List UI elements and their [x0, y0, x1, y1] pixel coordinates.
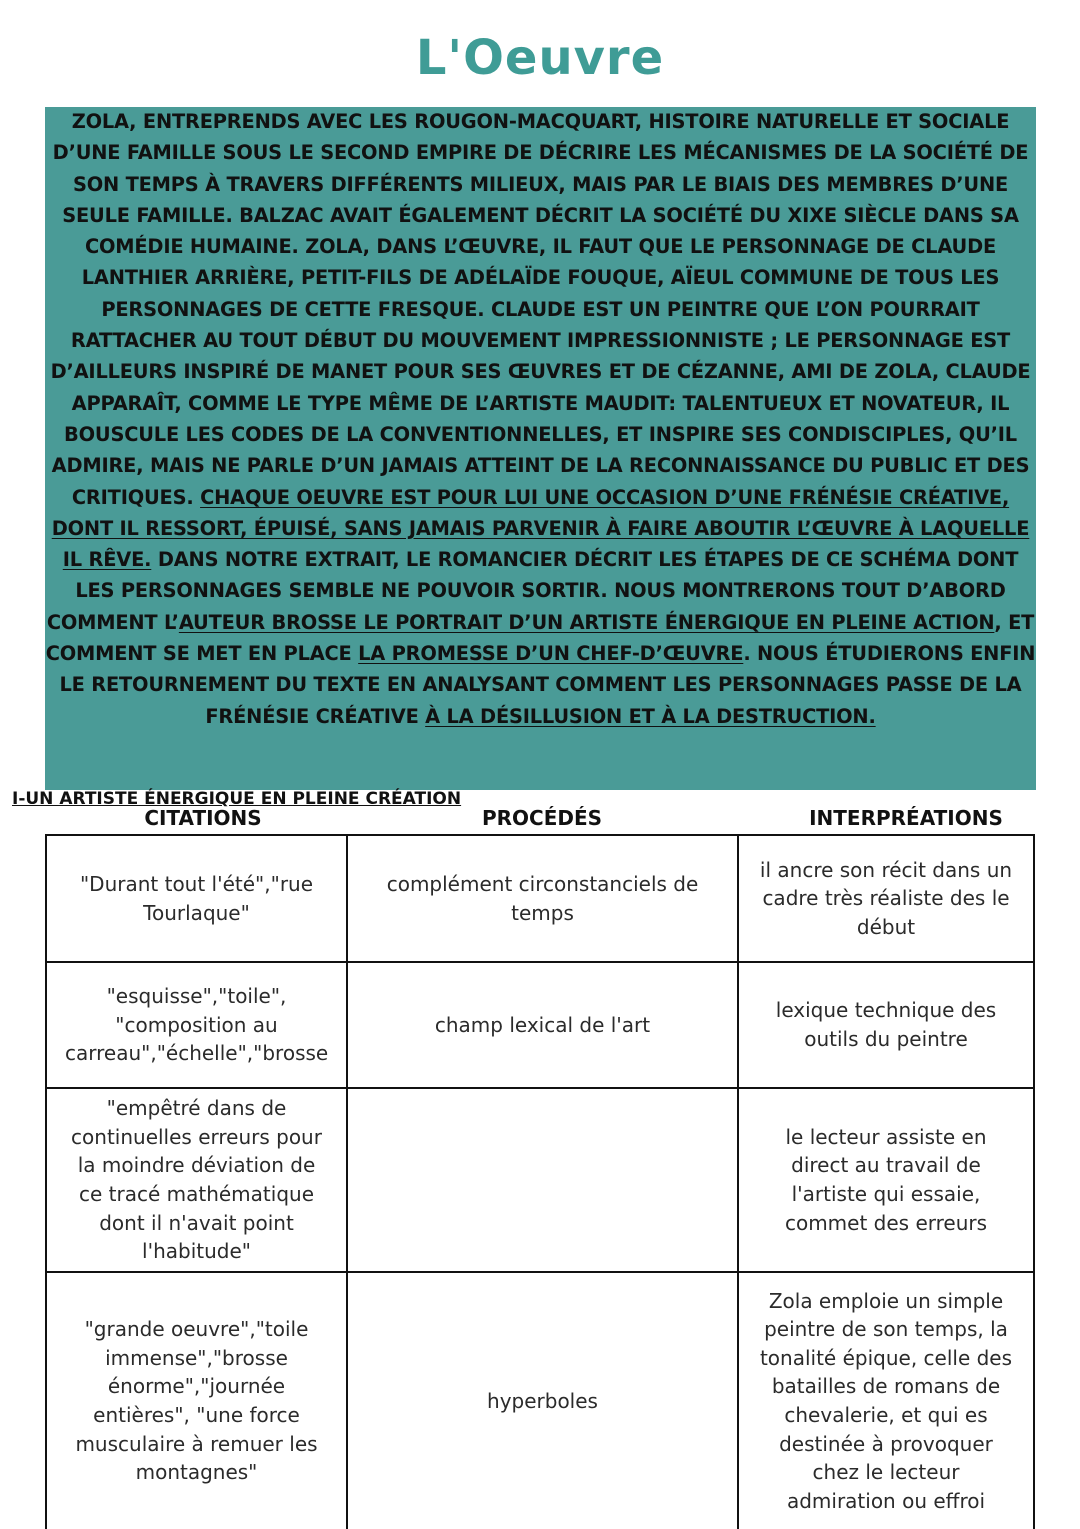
intro-segment: , ET COMMENT SE MET EN PLACE — [45, 610, 1035, 666]
procede-cell — [347, 1088, 738, 1272]
intro-segment-underlined: LA PROMESSE D’UN CHEF-D’ŒUVRE — [358, 642, 744, 666]
column-header-interpretations: INTERPRÉATIONS — [809, 806, 1003, 830]
interpretation-cell: Zola emploie un simple peintre de son temps, la tonalité épique, celle des batailles de romans de chevalerie, et qui es destinée à provoquer chez le lecteur admiration ou effroi — [738, 1272, 1034, 1529]
intro-segment-underlined: À LA DÉSILLUSION ET À LA DESTRUCTION. — [425, 704, 876, 728]
interpretation-cell: lexique technique des outils du peintre — [738, 962, 1034, 1088]
citation-cell: "grande oeuvre","toile immense","brosse énorme","journée entières", "une force musculaire à remuer les montagnes" — [46, 1272, 347, 1529]
column-header-procedes: PROCÉDÉS — [481, 806, 603, 830]
intro-segment-underlined: CHAQUE OEUVRE EST POUR LUI UNE OCCASION D’UNE FRÉNÉSIE CRÉATIVE, DONT IL RESSORT, ÉPUISÉ, SANS JAMAIS PARVENIR À FAIRE ABOUTIR L’ŒUVRE À LAQUELLE IL RÊVE. — [51, 485, 1030, 572]
table-row — [46, 1088, 1034, 1272]
interpretation-cell: le lecteur assiste en direct au travail de l'artiste qui essaie, commet des erreurs — [738, 1088, 1034, 1272]
interpretation-cell: il ancre son récit dans un cadre très réaliste des le début — [738, 835, 1034, 962]
intro-segment: ZOLA, ENTREPRENDS AVEC LES ROUGON-MACQUART, HISTOIRE NATURELLE ET SOCIALE D’UNE FAMILLE SOUS LE SECOND EMPIRE DE DÉCRIRE LES MÉCANISMES DE LA SOCIÉTÉ DE SON TEMPS À TRAVERS DIFFÉRENTS MILIEUX, MAIS PAR LE BIAIS DES MEMBRES D’UNE SEULE FAMILLE. BALZAC AVAIT ÉGALEMENT DÉCRIT LA SOCIÉTÉ DU XIXE SIÈCLE DANS SA COMÉDIE HUMAINE. ZOLA, DANS L’ŒUVRE, IL FAUT QUE LE PERSONNAGE DE CLAUDE LANTHIER ARRIÈRE, PETIT-FILS DE ADÉLAÏDE FOUQUE, AÏEUL COMMUNE DE TOUS LES PERSONNAGES DE CETTE FRESQUE. CLAUDE EST UN PEINTRE QUE L’ON POURRAIT RATTACHER AU TOUT DÉBUT DU MOUVEMENT IMPRESSIONNISTE ; LE PERSONNAGE EST D’AILLEURS INSPIRÉ DE MANET POUR SES ŒUVRES ET DE CÉZANNE, AMI DE ZOLA, CLAUDE APPARAÎT, COMME LE TYPE MÊME DE L’ARTISTE MAUDIT: TALENTUEUX ET NOVATEUR, IL BOUSCULE LES CODES DE LA CONVENTIONNELLES, ET INSPIRE SES CONDISCIPLES, QU’IL ADMIRE, MAIS NE PARLE D’UN JAMAIS ATTEINT DE LA RECONNAISSANCE DU PUBLIC ET DES CRITIQUES. — [50, 110, 1031, 509]
table-row — [46, 962, 1034, 1088]
citation-cell: "esquisse","toile", "composition au carreau","échelle","brosse — [46, 962, 347, 1088]
procede-cell: hyperboles — [347, 1272, 738, 1529]
column-header-citations: CITATIONS — [144, 806, 262, 830]
procede-cell: complément circonstanciels de temps — [347, 835, 738, 962]
intro-paragraph — [45, 106, 1036, 732]
procede-cell: champ lexical de l'art — [347, 962, 738, 1088]
section-heading: I-UN ARTISTE ÉNERGIQUE EN PLEINE CRÉATION — [12, 789, 462, 809]
intro-segment-underlined: AUTEUR BROSSE LE PORTRAIT D’UN ARTISTE ÉNERGIQUE EN PLEINE ACTION — [178, 610, 995, 634]
intro-segment: . NOUS ÉTUDIERONS ENFIN LE RETOURNEMENT DU TEXTE EN ANALYSANT COMMENT LES PERSONNAGES PASSE DE LA FRÉNÉSIE CRÉATIVE — [59, 642, 1036, 728]
intro-segment: DANS NOTRE EXTRAIT, LE ROMANCIER DÉCRIT LES ÉTAPES DE CE SCHÉMA DONT LES PERSONNAGES SEMBLE NE POUVOIR SORTIR. NOUS MONTRERONS TOUT D’ABORD COMMENT L’ — [46, 548, 1019, 634]
table-row — [46, 835, 1034, 962]
citation-cell: "empêtré dans de continuelles erreurs pour la moindre déviation de ce tracé mathématique dont il n'avait point l'habitude" — [46, 1088, 347, 1272]
page-title: L'Oeuvre — [415, 30, 665, 86]
table-row — [46, 1272, 1034, 1529]
citation-cell: "Durant tout l'été","rue Tourlaque" — [46, 835, 347, 962]
analysis-table — [45, 834, 1035, 1529]
